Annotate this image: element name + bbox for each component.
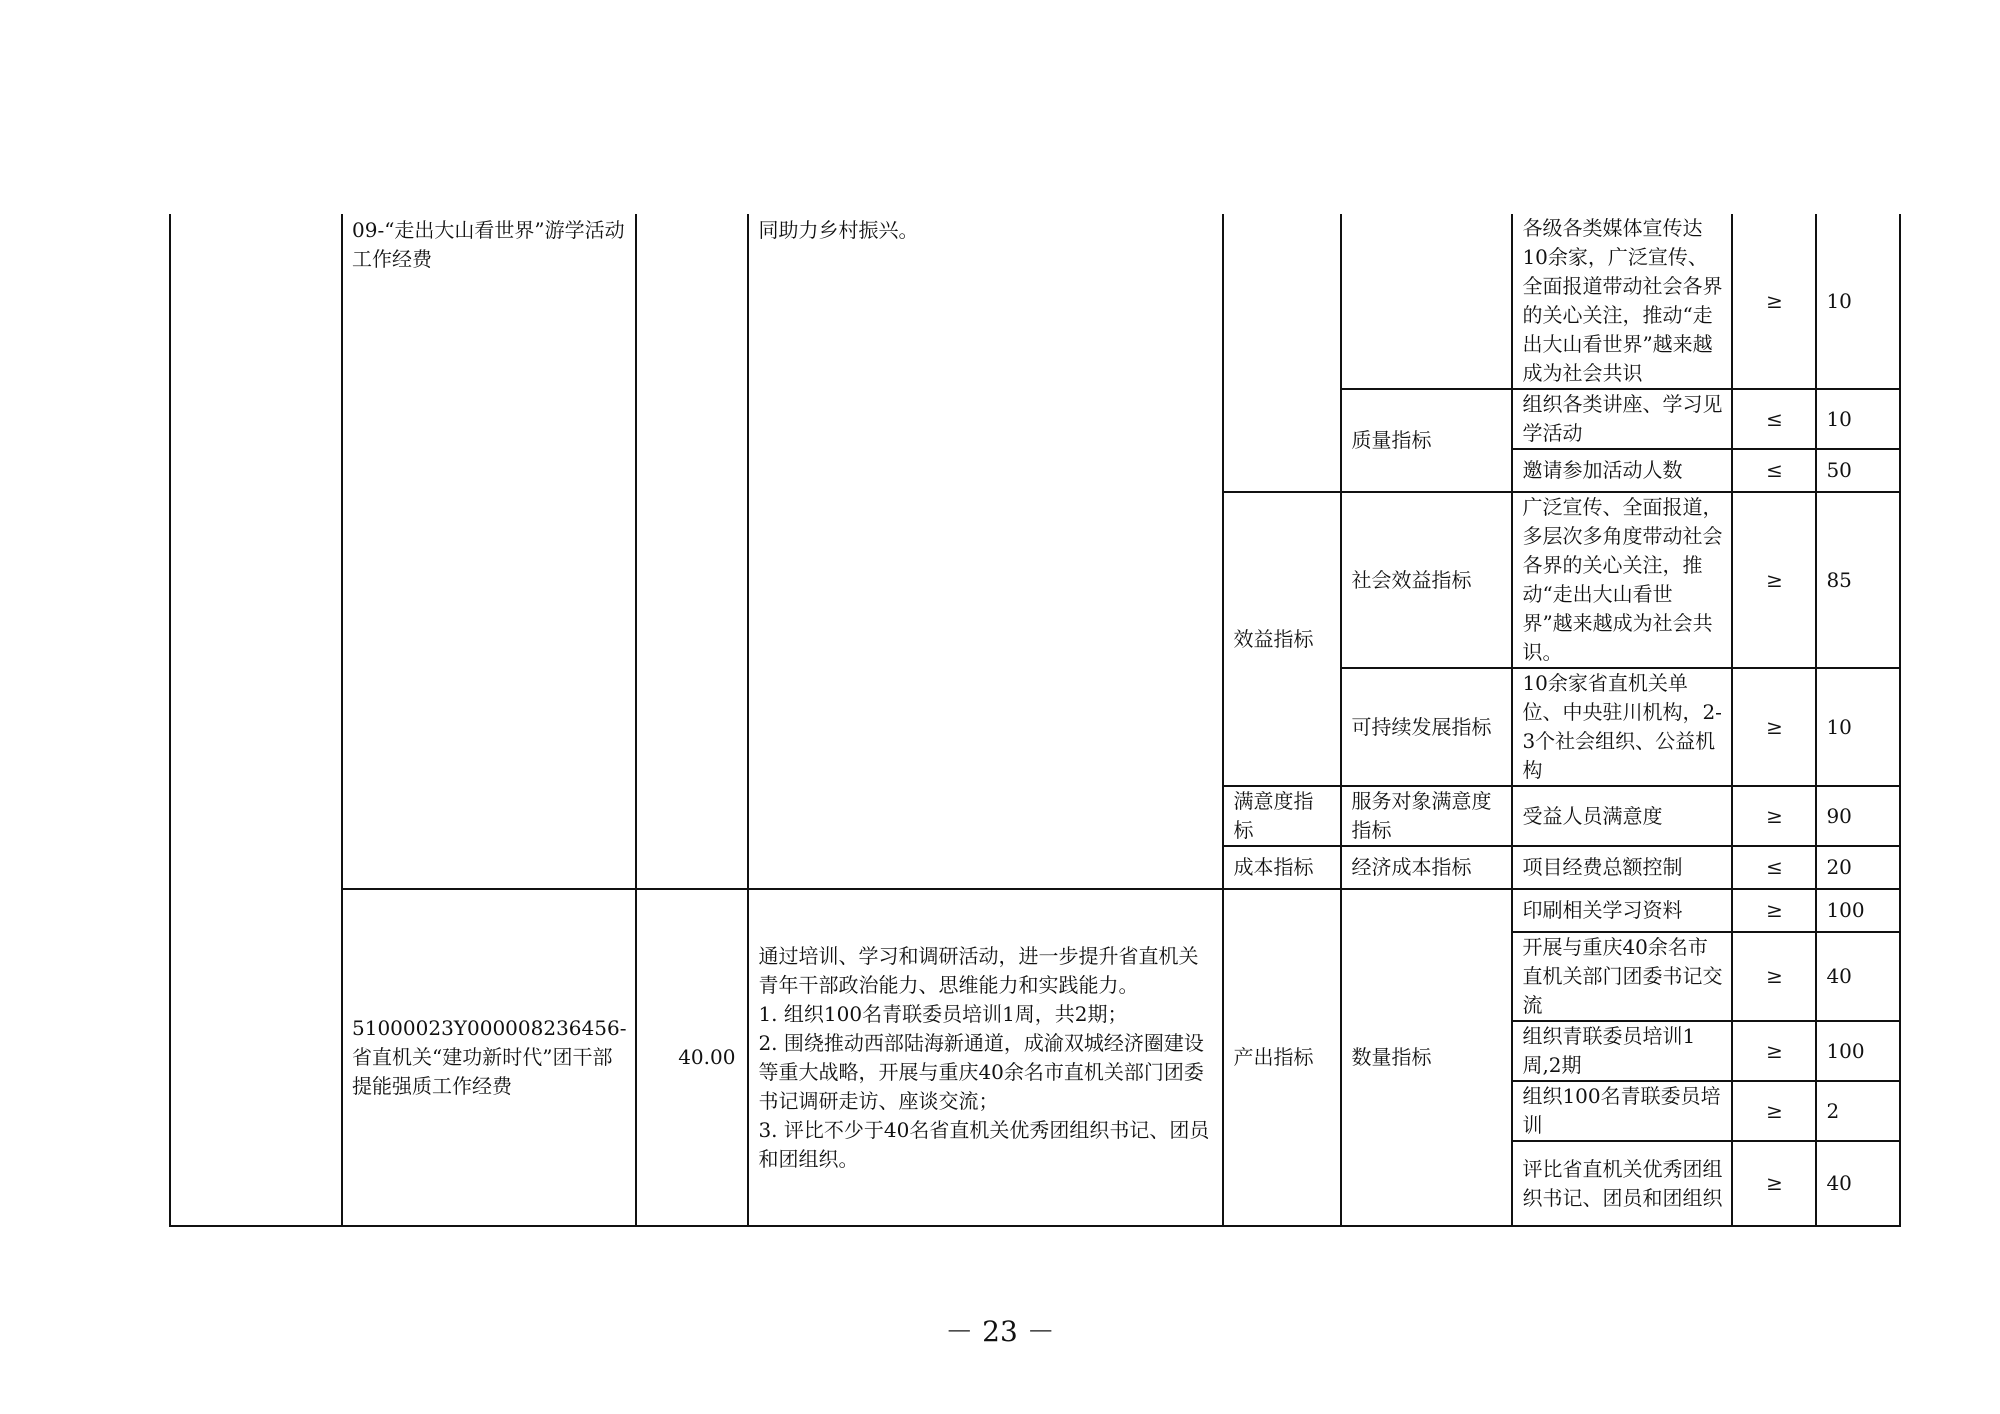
amount-cell xyxy=(636,214,748,889)
primary-indicator-cell: 满意度指标 xyxy=(1223,786,1341,846)
operator-cell: ≥ xyxy=(1732,1141,1816,1226)
operator-cell: ≤ xyxy=(1732,449,1816,492)
target-value-cell: 90 xyxy=(1816,786,1900,846)
table-row xyxy=(170,214,1900,389)
metric-cell: 评比省直机关优秀团组织书记、团员和团组织 xyxy=(1512,1141,1732,1226)
operator-cell: ≥ xyxy=(1732,1021,1816,1081)
target-value-cell: 2 xyxy=(1816,1081,1900,1141)
metric-cell: 组织各类讲座、学习见学活动 xyxy=(1512,389,1732,449)
metric-cell: 开展与重庆40余名市直机关部门团委书记交流 xyxy=(1512,932,1732,1021)
operator-cell: ≤ xyxy=(1732,846,1816,889)
objective-cell: 同助力乡村振兴。 xyxy=(748,214,1223,889)
target-value-cell: 10 xyxy=(1816,214,1900,389)
secondary-indicator-cell: 质量指标 xyxy=(1341,389,1512,492)
operator-cell: ≥ xyxy=(1732,214,1816,389)
primary-indicator-cell xyxy=(1223,214,1341,492)
target-value-cell: 100 xyxy=(1816,1021,1900,1081)
primary-indicator-cell: 效益指标 xyxy=(1223,492,1341,786)
primary-indicator-cell: 产出指标 xyxy=(1223,889,1341,1226)
metric-cell: 邀请参加活动人数 xyxy=(1512,449,1732,492)
metric-cell: 组织青联委员培训1周,2期 xyxy=(1512,1021,1732,1081)
target-value-cell: 10 xyxy=(1816,389,1900,449)
operator-cell: ≥ xyxy=(1732,786,1816,846)
table-row xyxy=(170,889,1900,932)
target-value-cell: 100 xyxy=(1816,889,1900,932)
secondary-indicator-cell: 社会效益指标 xyxy=(1341,492,1512,668)
target-value-cell: 50 xyxy=(1816,449,1900,492)
objective-cell: 通过培训、学习和调研活动，进一步提升省直机关青年干部政治能力、思维能力和实践能力。 1. 组织100名青联委员培训1周，共2期； 2. 围绕推动西部陆海新通道，成渝双城经济圈建设等重大战略，开展与重庆40余名市直机关部门团委书记调研走访、座谈交流； 3. 评比不少于40名省直机关优秀团组织书记、团员和团组织。 xyxy=(748,889,1223,1226)
secondary-indicator-cell: 数量指标 xyxy=(1341,889,1512,1226)
metric-cell: 10余家省直机关单位、中央驻川机构，2-3个社会组织、公益机构 xyxy=(1512,668,1732,786)
amount-cell: 40.00 xyxy=(636,889,748,1226)
operator-cell: ≥ xyxy=(1732,889,1816,932)
target-value-cell: 10 xyxy=(1816,668,1900,786)
target-value-cell: 20 xyxy=(1816,846,1900,889)
metric-cell: 受益人员满意度 xyxy=(1512,786,1732,846)
metric-cell: 组织100名青联委员培训 xyxy=(1512,1081,1732,1141)
metric-cell: 项目经费总额控制 xyxy=(1512,846,1732,889)
performance-indicator-table xyxy=(169,214,1901,1227)
secondary-indicator-cell: 服务对象满意度指标 xyxy=(1341,786,1512,846)
operator-cell: ≥ xyxy=(1732,1081,1816,1141)
metric-cell: 印刷相关学习资料 xyxy=(1512,889,1732,932)
operator-cell: ≥ xyxy=(1732,932,1816,1021)
primary-indicator-cell: 成本指标 xyxy=(1223,846,1341,889)
secondary-indicator-cell: 可持续发展指标 xyxy=(1341,668,1512,786)
target-value-cell: 40 xyxy=(1816,1141,1900,1226)
project-name-cell: 51000023Y000008236456-省直机关“建功新时代”团干部提能强质工作经费 xyxy=(342,889,636,1226)
page-number: － 23 － xyxy=(945,1315,1055,1348)
metric-cell: 各级各类媒体宣传达10余家，广泛宣传、全面报道带动社会各界的关心关注，推动“走出大山看世界”越来越成为社会共识 xyxy=(1512,214,1732,389)
target-value-cell: 40 xyxy=(1816,932,1900,1021)
operator-cell: ≥ xyxy=(1732,668,1816,786)
secondary-indicator-cell xyxy=(1341,214,1512,389)
target-value-cell: 85 xyxy=(1816,492,1900,668)
operator-cell: ≥ xyxy=(1732,492,1816,668)
metric-cell: 广泛宣传、全面报道，多层次多角度带动社会各界的关心关注，推动“走出大山看世界”越来越成为社会共识。 xyxy=(1512,492,1732,668)
secondary-indicator-cell: 经济成本指标 xyxy=(1341,846,1512,889)
department-cell xyxy=(170,214,342,1226)
project-name-cell: 09-“走出大山看世界”游学活动工作经费 xyxy=(342,214,636,889)
operator-cell: ≤ xyxy=(1732,389,1816,449)
